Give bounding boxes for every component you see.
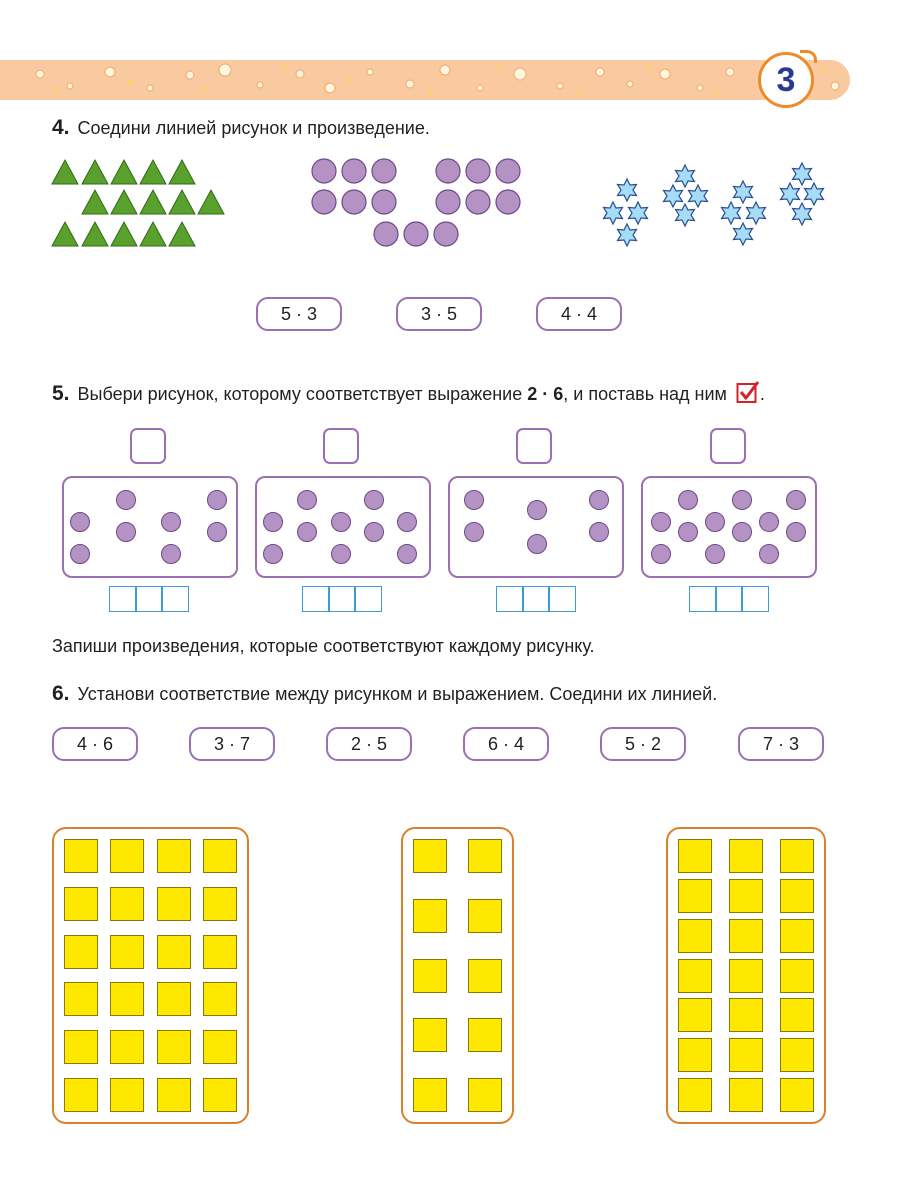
task5-answer-cells-2[interactable] [302, 586, 382, 612]
task4-expression-3[interactable]: 4 · 4 [536, 297, 622, 331]
task6-squares-panel-1[interactable] [52, 827, 249, 1124]
dot [678, 522, 698, 542]
yellow-square [468, 839, 502, 873]
yellow-square [780, 839, 814, 873]
dot [207, 522, 227, 542]
task5-number: 5. [52, 382, 70, 405]
dot [70, 512, 90, 532]
dot [397, 544, 417, 564]
dot [161, 512, 181, 532]
dot [364, 490, 384, 510]
dot [263, 544, 283, 564]
dot [464, 490, 484, 510]
yellow-square [413, 1018, 447, 1052]
task6-heading [52, 682, 717, 706]
dot [527, 534, 547, 554]
answer-cell[interactable] [135, 586, 163, 612]
answer-cell[interactable] [161, 586, 189, 612]
yellow-square [678, 998, 712, 1032]
yellow-square [468, 1078, 502, 1112]
yellow-square [64, 1030, 98, 1064]
yellow-square [64, 982, 98, 1016]
answer-cell[interactable] [741, 586, 769, 612]
task5-answer-cells-3[interactable] [496, 586, 576, 612]
task5-answer-cells-4[interactable] [689, 586, 769, 612]
checkmark-box-icon [736, 380, 760, 404]
task5-end-punct: . [759, 384, 765, 404]
dot [651, 512, 671, 532]
answer-cell[interactable] [522, 586, 550, 612]
task5-expression: 2 · 6 [527, 384, 564, 404]
yellow-square [203, 887, 237, 921]
dot [786, 522, 806, 542]
dot [331, 512, 351, 532]
task4-number: 4. [52, 116, 70, 139]
dot [589, 522, 609, 542]
yellow-square [157, 1078, 191, 1112]
yellow-square [110, 982, 144, 1016]
dot [207, 490, 227, 510]
yellow-square [157, 887, 191, 921]
header-banner [0, 60, 850, 100]
task5-answer-box-1[interactable] [130, 428, 166, 464]
task4-circles-picture[interactable] [308, 156, 526, 252]
task5-answer-box-4[interactable] [710, 428, 746, 464]
yellow-square [203, 1030, 237, 1064]
yellow-square [157, 982, 191, 1016]
yellow-square [780, 1078, 814, 1112]
dot [759, 544, 779, 564]
dot [759, 512, 779, 532]
yellow-square [780, 1038, 814, 1072]
dot [263, 512, 283, 532]
yellow-square [780, 919, 814, 953]
dot [397, 512, 417, 532]
yellow-square [678, 1078, 712, 1112]
dot [464, 522, 484, 542]
yellow-square [780, 879, 814, 913]
yellow-square [729, 998, 763, 1032]
answer-cell[interactable] [548, 586, 576, 612]
yellow-square [729, 919, 763, 953]
task4-expression-2[interactable]: 3 · 5 [396, 297, 482, 331]
task4-expression-1[interactable]: 5 · 3 [256, 297, 342, 331]
yellow-square [64, 887, 98, 921]
yellow-square [157, 839, 191, 873]
task6-expression-6[interactable]: 7 · 3 [738, 727, 824, 761]
yellow-square [729, 1078, 763, 1112]
task6-expression-3[interactable]: 2 · 5 [326, 727, 412, 761]
dot [786, 490, 806, 510]
dot [732, 490, 752, 510]
banner-dots-decoration [0, 60, 850, 100]
dot [732, 522, 752, 542]
task5-text-after: , и поставь над ним [563, 384, 727, 404]
yellow-square [729, 839, 763, 873]
task5-heading [52, 380, 765, 406]
task5-dot-card-4[interactable] [641, 476, 817, 578]
yellow-square [203, 1078, 237, 1112]
yellow-square [413, 839, 447, 873]
dot [678, 490, 698, 510]
task6-expression-5[interactable]: 5 · 2 [600, 727, 686, 761]
task5-text-before: Выбери рисунок, которому соответствует выражение [77, 384, 523, 404]
task6-squares-panel-2[interactable] [401, 827, 514, 1124]
answer-cell[interactable] [109, 586, 137, 612]
yellow-square [110, 935, 144, 969]
page-number: 3 [758, 52, 814, 108]
yellow-square [413, 899, 447, 933]
dot [116, 490, 136, 510]
task4-heading [52, 116, 430, 140]
yellow-square [64, 1078, 98, 1112]
dot [364, 522, 384, 542]
dot [116, 522, 136, 542]
answer-cell[interactable] [715, 586, 743, 612]
dot [705, 544, 725, 564]
yellow-square [203, 982, 237, 1016]
dot [651, 544, 671, 564]
dot [705, 512, 725, 532]
yellow-square [157, 935, 191, 969]
task4-triangles-picture[interactable] [50, 156, 230, 252]
dot [297, 490, 317, 510]
task5-dot-card-2[interactable] [255, 476, 431, 578]
yellow-square [203, 935, 237, 969]
answer-cell[interactable] [689, 586, 717, 612]
yellow-square [110, 887, 144, 921]
answer-cell[interactable] [328, 586, 356, 612]
dot [527, 500, 547, 520]
task5-instruction: Запиши произведения, которые соответствуют каждому рисунку. [52, 636, 595, 656]
task5-dot-card-3[interactable] [448, 476, 624, 578]
yellow-square [110, 1078, 144, 1112]
yellow-square [468, 1018, 502, 1052]
yellow-square [64, 839, 98, 873]
yellow-square [780, 998, 814, 1032]
task5-answer-box-2[interactable] [323, 428, 359, 464]
task6-squares-panel-3[interactable] [666, 827, 826, 1124]
yellow-square [413, 959, 447, 993]
task6-number: 6. [52, 682, 70, 705]
yellow-square [468, 899, 502, 933]
dot [589, 490, 609, 510]
task4-text: Соедини линией рисунок и произведение. [77, 118, 430, 138]
answer-cell[interactable] [496, 586, 524, 612]
yellow-square [64, 935, 98, 969]
task6-expression-1[interactable]: 4 · 6 [52, 727, 138, 761]
dot [297, 522, 317, 542]
task5-answer-cells-1[interactable] [109, 586, 189, 612]
yellow-square [678, 879, 712, 913]
yellow-square [678, 919, 712, 953]
yellow-square [729, 879, 763, 913]
yellow-square [157, 1030, 191, 1064]
yellow-square [110, 839, 144, 873]
yellow-square [678, 959, 712, 993]
task6-expression-2[interactable]: 3 · 7 [189, 727, 275, 761]
task4-stars-picture[interactable] [600, 158, 830, 250]
task5-dot-card-1[interactable] [62, 476, 238, 578]
yellow-square [413, 1078, 447, 1112]
yellow-square [678, 1038, 712, 1072]
dot [161, 544, 181, 564]
dot [70, 544, 90, 564]
yellow-square [729, 959, 763, 993]
yellow-square [468, 959, 502, 993]
yellow-square [780, 959, 814, 993]
task5-answer-box-3[interactable] [516, 428, 552, 464]
yellow-square [729, 1038, 763, 1072]
dot [331, 544, 351, 564]
task6-expression-4[interactable]: 6 · 4 [463, 727, 549, 761]
answer-cell[interactable] [302, 586, 330, 612]
yellow-square [678, 839, 712, 873]
yellow-square [110, 1030, 144, 1064]
task6-text: Установи соответствие между рисунком и выражением. Соедини их линией. [77, 684, 718, 704]
yellow-square [203, 839, 237, 873]
answer-cell[interactable] [354, 586, 382, 612]
